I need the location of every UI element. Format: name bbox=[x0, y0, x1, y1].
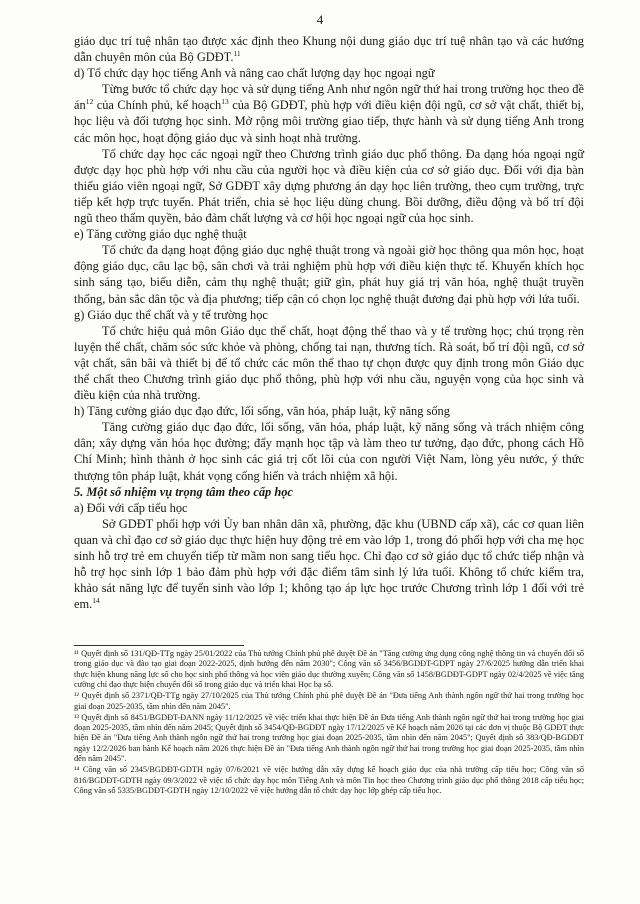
subheading-h: h) Tăng cường giáo dục đạo đức, lối sống, văn hóa, pháp luật, kỹ năng sống bbox=[74, 404, 450, 419]
subheading-e: e) Tăng cường giáo dục nghệ thuật bbox=[74, 227, 247, 242]
subheading-d: d) Tổ chức dạy học tiếng Anh và nâng cao chất lượng dạy học ngoại ngữ bbox=[74, 66, 435, 81]
paragraph: giáo dục trí tuệ nhân tạo được xác định theo Khung nội dung giáo dục trí tuệ nhân tạo và các hướng dẫn chuyên môn của Bộ GDĐT.$^{11}$ bbox=[74, 34, 584, 65]
footnote: ¹³ Quyết định số 8451/BGDĐT-ĐANN ngày 11/12/2025 về việc triển khai thực hiện Đề án Đưa tiếng Anh thành ngôn ngữ thứ hai trong trường học giai đoạn 2025-2035, tầm nhìn đến năm 2045; Quyết định số 3454/QĐ-BGDĐT ngày 17/12/2025 về Kế hoạch năm 2026 tại các đơn vị thuộc Bộ GDĐT thực hiện Đề án "Đưa tiếng Anh thành ngôn ngữ thứ hai trong trường học giai đoạn 2025-2035, tầm nhìn đến năm 2045"; Quyết định số 383/QĐ-BGDĐT ngày 12/2/2026 ban hành Kế hoạch năm 2026 thực hiện Đề án "Đưa tiếng Anh thành ngôn ngữ thứ hai trong trường học giai đoạn 2025-2035, tầm nhìn đến năm 2045". bbox=[74, 712, 584, 764]
document-body bbox=[74, 33, 584, 612]
footnote-divider bbox=[74, 645, 244, 646]
footnote: ¹² Quyết định số 2371/QĐ-TTg ngày 27/10/2025 của Thủ tướng Chính phủ phê duyệt Đề án "Đưa tiếng Anh thành ngôn ngữ thứ hai trong trường học giai đoạn 2025-2035, tầm nhìn đến năm 2045". bbox=[74, 691, 584, 711]
subheading-a: a) Đối với cấp tiểu học bbox=[74, 500, 188, 515]
footnote: ¹¹ Quyết định số 131/QĐ-TTg ngày 25/01/2022 của Thủ tướng Chính phủ phê duyệt Đề án "Tăng cường ứng dụng công nghệ thông tin và chuyển đổi số trong giáo dục và đào tạo giai đoạn 2022-2025, định hướng đến năm 2030"; Công văn số 3456/BGDĐT-GDPT ngày 27/6/2025 hướng dẫn triển khai thực hiện khung năng lực số cho học sinh phổ thông và học viên giáo dục thường xuyên; Công văn số 1458/BGDĐT-GDPT ngày 02/4/2025 về việc tăng cường chỉ đạo thực hiện chuyển đổi số trong giáo dục và triển khai Học bạ số. bbox=[74, 649, 584, 690]
paragraph: Tổ chức dạy học các ngoại ngữ theo Chương trình giáo dục phổ thông. Đa dạng hóa ngoại ngữ được dạy học phù hợp với nhu cầu của người học và điều kiện của cơ sở giáo dục. Đối với địa bàn thiếu giáo viên ngoại ngữ, Sở GDĐT xây dựng phương án dạy học liên trường, theo cụm trường, trực tiếp kết hợp trực tuyến. Phát triển, chia sẻ học liệu dùng chung. Bồi dưỡng, điều động và bố trí đội ngũ theo thẩm quyền, bảo đảm chất lượng và cơ hội học ngoại ngữ của học sinh. bbox=[74, 146, 584, 226]
page-number: 4 bbox=[316, 12, 324, 27]
subheading-g: g) Giáo dục thể chất và y tế trường học bbox=[74, 307, 268, 322]
paragraph: Tăng cường giáo dục đạo đức, lối sống, văn hóa, pháp luật, kỹ năng sống và trách nhiệm công dân; xây dựng văn hóa học đường; đẩy mạnh học tập và làm theo tư tưởng, đạo đức, phong cách Hồ Chí Minh; hình thành ở học sinh các giá trị cốt lõi của con người Việt Nam, lòng yêu nước, ý thức thượng tôn pháp luật, khát vọng cống hiến và trách nhiệm xã hội. bbox=[74, 420, 584, 483]
footnotes bbox=[74, 649, 584, 797]
paragraph: Tổ chức hiệu quả môn Giáo dục thể chất, hoạt động thể thao và y tế trường học; chú trọng rèn luyện thể chất, chăm sóc sức khỏe và phòng, chống tai nạn, thương tích. Rà soát, bố trí đội ngũ, cơ sở vật chất, sân bãi và thiết bị để tổ chức các môn thể thao tự chọn được quy định trong môn Giáo dục thể chất theo Chương trình giáo dục phổ thông, phù hợp với nhu cầu, nguyện vọng của học sinh và điều kiện của nhà trường. bbox=[74, 323, 584, 403]
paragraph: Tổ chức đa dạng hoạt động giáo dục nghệ thuật trong và ngoài giờ học thông qua môn học, hoạt động giáo dục, câu lạc bộ, sân chơi và trải nghiệm phù hợp với điều kiện thực tế. Khuyến khích học sinh sáng tạo, biểu diễn, cảm thụ nghệ thuật; giữ gìn, phát huy giá trị văn hóa, nghệ thuật truyền thống, bản sắc dân tộc và địa phương; tiếp cận có chọn lọc nghệ thuật đương đại phù hợp với lứa tuổi. bbox=[74, 243, 584, 306]
paragraph: Sở GDĐT phối hợp với Ủy ban nhân dân xã, phường, đặc khu (UBND cấp xã), các cơ quan liên quan và chỉ đạo cơ sở giáo dục thực hiện huy động trẻ em vào lớp 1, trong đó phối hợp với cha mẹ học sinh hỗ trợ trẻ em chuyển tiếp từ mầm non sang tiểu học. Chỉ đạo cơ sở giáo dục tổ chức tiếp nhận và hỗ trợ học sinh lớp 1 bảo đảm phù hợp với đặc điểm tâm sinh lý lứa tuổi. Không tổ chức kiểm tra, khảo sát năng lực để tuyển sinh vào lớp 1; không tạo áp lực học trước Chương trình lớp 1 đối với trẻ em.$^{14}$ bbox=[74, 516, 584, 612]
section-heading: 5. Một số nhiệm vụ trọng tâm theo cấp học bbox=[74, 484, 293, 499]
footnote: ¹⁴ Công văn số 2345/BGDĐT-GDTH ngày 07/6/2021 về việc hướng dẫn xây dựng kế hoạch giáo dục của nhà trường cấp tiểu học; Công văn số 816/BGDĐT-GDTH ngày 09/3/2022 về việc tổ chức dạy học môn Tiếng Anh và môn Tin học theo Chương trình giáo dục phổ thông 2018 cấp tiểu học; Công văn số 5335/BGDĐT-GDTH ngày 12/10/2022 về việc hướng dẫn tổ chức dạy học lớp ghép cấp tiểu học. bbox=[74, 765, 584, 796]
paragraph: Từng bước tổ chức dạy học và sử dụng tiếng Anh như ngôn ngữ thứ hai trong trường học theo đề $án^{12}$ của Chính phủ, kế hoạch$^{13}$ của Bộ GDĐT, phù hợp với điều kiện đội ngũ, cơ sở vật chất, thiết bị, học liệu và đối tượng học sinh. Mở rộng môi trường giao tiếp, thực hành và sử dụng tiếng Anh trong các môn học, hoạt động giáo dục và sinh hoạt nhà trường. bbox=[74, 82, 584, 145]
